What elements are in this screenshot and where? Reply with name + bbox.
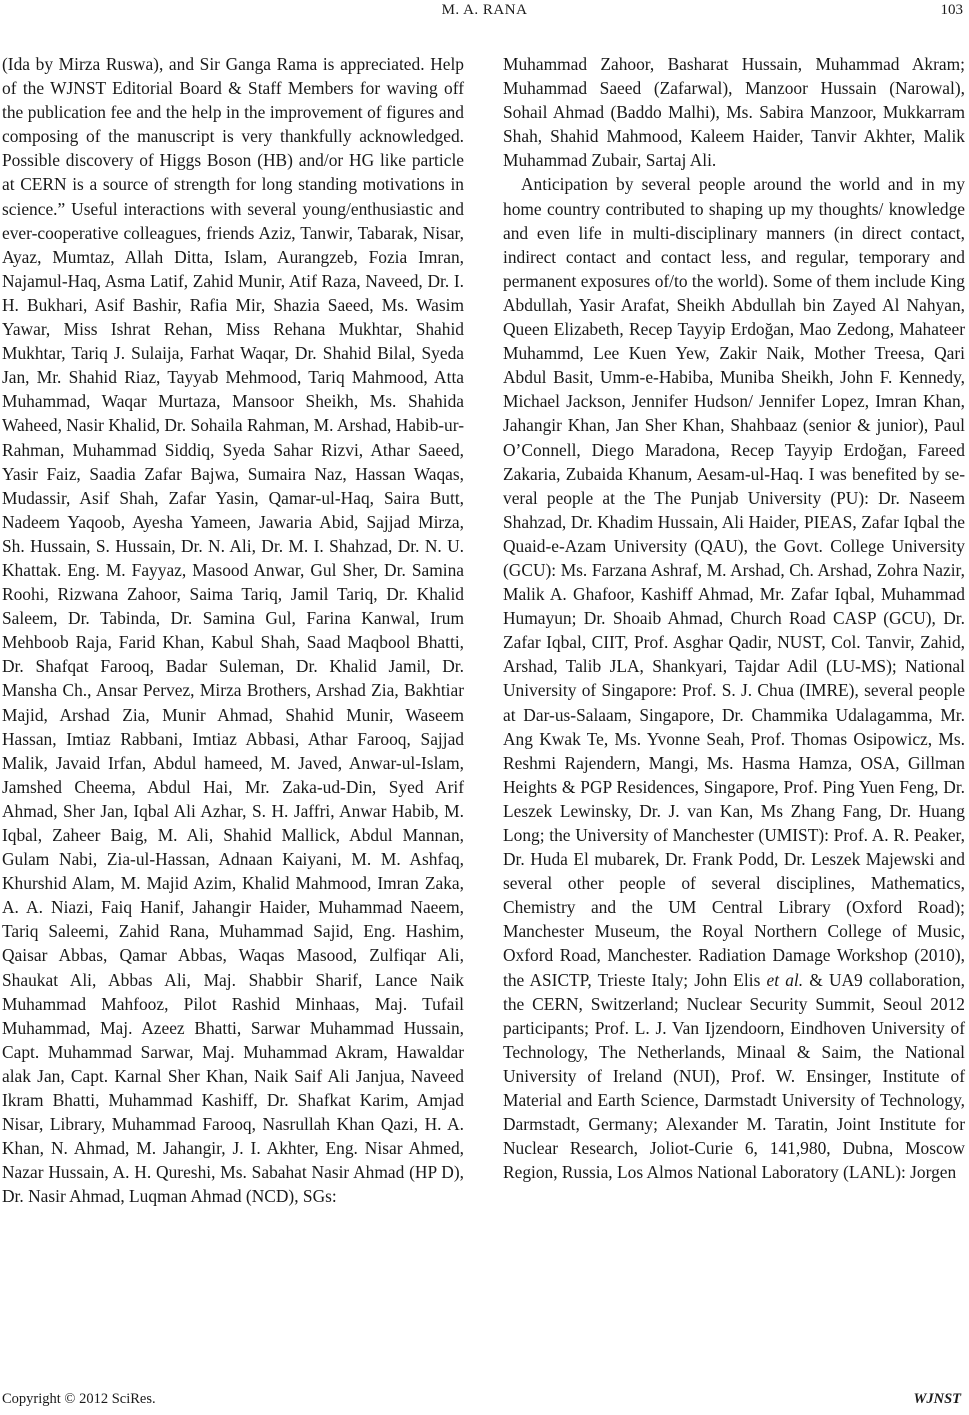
- body-paragraph: Muhammad Zahoor, Basharat Hussain, Muhammad Akram; Muhammad Saeed (Zafarwal), Manzoor Hussain (Narowal), Sohail Ahmad (Baddo Malhi), Ms. Sabira Manzoor, Mukkarram Shah, Shahid Mahmood, Kaleem Haider, Tanvir Akhter, Malik Muhammad Zubair, Sartaj Ali.: [503, 54, 965, 171]
- paragraph-text: Anticipation by several people around the world and in my home country contributed to shaping up my thoughts/ knowledge and even life in multi-disciplinary manners (in direct contact, indirect contact and contact less, and regular, temporary and permanent exposures of/to the world). Some of them include King Abdullah, Yasir Arafat, Sheikh Abdullah bin Zayed Al Nahyan, Queen Elizabeth, Recep Tayyip Erdoğan, Mao Zedong, Mahateer Muhammd, Lee Kuen Yew, Zakir Naik, Mother Treesa, Qari Abdul Basit, Umm-e-Habiba, Muniba Sheikh, John F. Kennedy, Michael Jackson, Jennifer Hudson/ Jennifer Lopez, Imran Khan, Jahangir Khan, Jan Sher Khan, Shahbaaz (senior & junior), Paul O’Connell, Diego Maradona, Recep Tayyip Erdoğan, Fareed Zakaria, Zubaida Khanum, Aesam-ul-Haq. I was benefited by several people at the The Punjab University (PU): Dr. Naseem Shahzad, Dr. Khadim Hussain, Ali Haider, PIEAS, Zafar Iqbal the Quaid-e-Azam University (QAU), the Govt. College University (GCU): Ms. Farzana Ashraf, M. Arshad, Ch. Arshad, Zohra Nazir, Malik A. Ghafoor, Kashiff Ahmad, Mr. Zafar Iqbal, Muhammad Humayun; Dr. Shoaib Ahmad, Church Road CASP (GCU), Dr. Zafar Iqbal, CIIT, Prof. Asghar Qadir, NUST, Col. Tanvir, Zahid, Arshad, Talib JLA, Shankyari, Tajdar Adil (LU-MS); National University of Singapore: Prof. S. J. Chua (IMRE), several people at Dar-us-Salaam, Singapore, Dr. Chammika Udalagamma, Mr. Ang Kwak Te, Ms. Yvonne Seah, Prof. Thomas Osipowicz, Ms. Reshmi Rajendern, Mangi, Ms. Hasma Hamza, OSA, Gillman Heights & PGP Residences, Singapore, Prof. Ping Yuen Feng, Dr. Leszek Lewinsky, Dr. J. van Kan, Ms Zhang Fang, Dr. Huang Long; the University of Manchester (UMIST): Prof. A. R. Peaker, Dr. Huda El mubarek, Dr. Frank Podd, Dr. Leszek Majewski and several other people of several disciplines, Mathematics, Chemistry and the UM Central Library (Oxford Road); Manchester Museum, the Royal Northern College of Music, Oxford Road, Manchester. Radiation Damage Workshop (2010), the ASICTP, Trieste Italy; John Elis: [503, 174, 965, 990]
- page-number: 103: [940, 2, 963, 18]
- left-column: [2, 52, 464, 1209]
- italic-et-al: et al.: [766, 969, 804, 990]
- paragraph-text: & UA9 collaboration, the CERN, Switzerland; Nuclear Security Summit, Seoul 2012 participants; Prof. L. J. Van Ijzendoorn, Eindhoven University of Technology, The Netherlands, Minaal & Saim, the National University of Ireland (NUI), Prof. W. Ensinger, Institute of Material and Earth Science, Darmstadt University of Technology, Darmstadt, Germany; Alexander M. Taratin, Joint Institute for Nuclear Research, Joliot-Curie 6, 141,980, Dubna, Moscow Region, Russia, Los Almos National Laboratory (LANL): Jorgen: [503, 969, 966, 1183]
- body-paragraph: (Ida by Mirza Ruswa), and Sir Ganga Rama is appreciated. Help of the WJNST Editorial Board & Staff Members for waving off the publication fee and the help in the improvement of figures and composing of the manuscript is very thankfully acknowledged. Possible discovery of Higgs Boson (HB) and/or HG like particle at CERN is a source of strength for long standing motivations in science.” Useful interactions with several young/enthusiastic and ever-cooperative colleagues, friends Aziz, Tanwir, Tabarak, Nisar, Ayaz, Mumtaz, Allah Ditta, Islam, Aurangzeb, Fozia Imran, Najamul-Haq, Asma Latif, Zahid Munir, Atif Raza, Naveed, Dr. I. H. Bukhari, Asif Bashir, Rafia Mir, Shazia Saeed, Ms. Wasim Yawar, Miss Ishrat Rehan, Miss Rehana Mukhtar, Shahid Mukhtar, Tariq J. Sulaija, Farhat Waqar, Dr. Shahid Bilal, Syeda Jan, Mr. Shahid Riaz, Tayyab Mehmood, Tariq Mahmood, Atta Muhammad, Waqar Murtaza, Mansoor Sheikh, Ms. Shahida Waheed, Nasir Khalid, Dr. Sohaila Rahman, M. Arshad, Habib-ur-Rahman, Muhammad Siddiq, Syeda Sahar Rizvi, Athar Saeed, Yasir Faiz, Saadia Zafar Bajwa, Sumaira Naz, Hassan Waqas, Mudassir, Asif Shah, Zafar Yasin, Qamar-ul-Haq, Saira Butt, Nadeem Yaqoob, Ayesha Yameen, Jawaria Abid, Sajjad Mirza, Sh. Hussain, S. Hussain, Dr. N. Ali, Dr. M. I. Shahzad, Dr. N. U. Khattak. Eng. M. Fayyaz, Masood Anwar, Gul Sher, Dr. Samina Roohi, Rizwana Zahoor, Saima Tariq, Jamil Tariq, Dr. Khalid Saleem, Dr. Tabinda, Dr. Samina Gul, Farina Kanwal, Irum Mehboob Raja, Farid Khan, Kabul Shah, Saad Maqbool Bhatti, Dr. Shafqat Farooq, Badar Suleman, Dr. Khalid Jamil, Dr. Mansha Ch., Ansar Pervez, Mirza Brothers, Arshad Zia, Bakhtiar Majid, Arshad Zia, Munir Ahmad, Shahid Munir, Waseem Hassan, Imtiaz Rabbani, Imtiaz Abbasi, Athar Farooq, Sajjad Malik, Javaid Irfan, Abdul hameed, M. Javed, Anwar-ul-Islam, Jamshed Cheema, Abdul Hai, Mr. Zaka-ud-Din, Syed Arif Ahmad, Sher Jan, Iqbal Ali Azhar, S. H. Jaffri, Anwar Habib, M. Iqbal, Zaheer Baig, M. Ali, Shahid Mallick, Abdul Mannan, Gulam Nabi, Zia-ul-Hassan, Adnaan Kaiyani, M. M. Ashfaq, Khurshid Alam, M. Majid Azim, Khalid Mahmood, Imran Zaka, A. A. Niazi, Faiq Hanif, Jahangir Haider, Muhammad Naeem, Tariq Saleemi, Zahid Rana, Muhammad Sajid, Eng. Hashim, Qaisar Abbas, Qamar Abbas, Waqas Masood, Zulfiqar Ali, Shaukat Ali, Abbas Ali, Maj. Shabbir Sharif, Lance Naik Muhammad Mahfooz, Pilot Rashid Minhaas, Maj. Tufail Muhammad, Maj. Azeez Bhatti, Sarwar Muhammad Hussain, Capt. Muhammad Sarwar, Maj. Muhammad Akram, Hawaldar alak Jan, Capt. Karnal Sher Khan, Naik Saif Ali Janjua, Naveed Ikram Bhatti, Muhammad Kashiff, Dr. Shafkat Karim, Amjad Nisar, Library, Muhammad Farooq, Nasrullah Khan Qazi, H. A. Khan, N. Ahmad, M. Jahangir, J. I. Akhter, Eng. Nisar Ahmed, Nazar Hussain, A. H. Qureshi, Ms. Sabahat Nasir Ahmad (HP D), Dr. Nasir Ahmad, Luqman Ahmad (NCD), SGs:: [2, 54, 464, 1207]
- right-column: [503, 52, 965, 1184]
- journal-name: WJNST: [913, 1391, 961, 1407]
- copyright-notice: Copyright © 2012 SciRes.: [2, 1391, 156, 1407]
- running-title: M. A. RANA: [441, 2, 528, 18]
- body-paragraph-acknowledgements: [503, 172, 965, 1184]
